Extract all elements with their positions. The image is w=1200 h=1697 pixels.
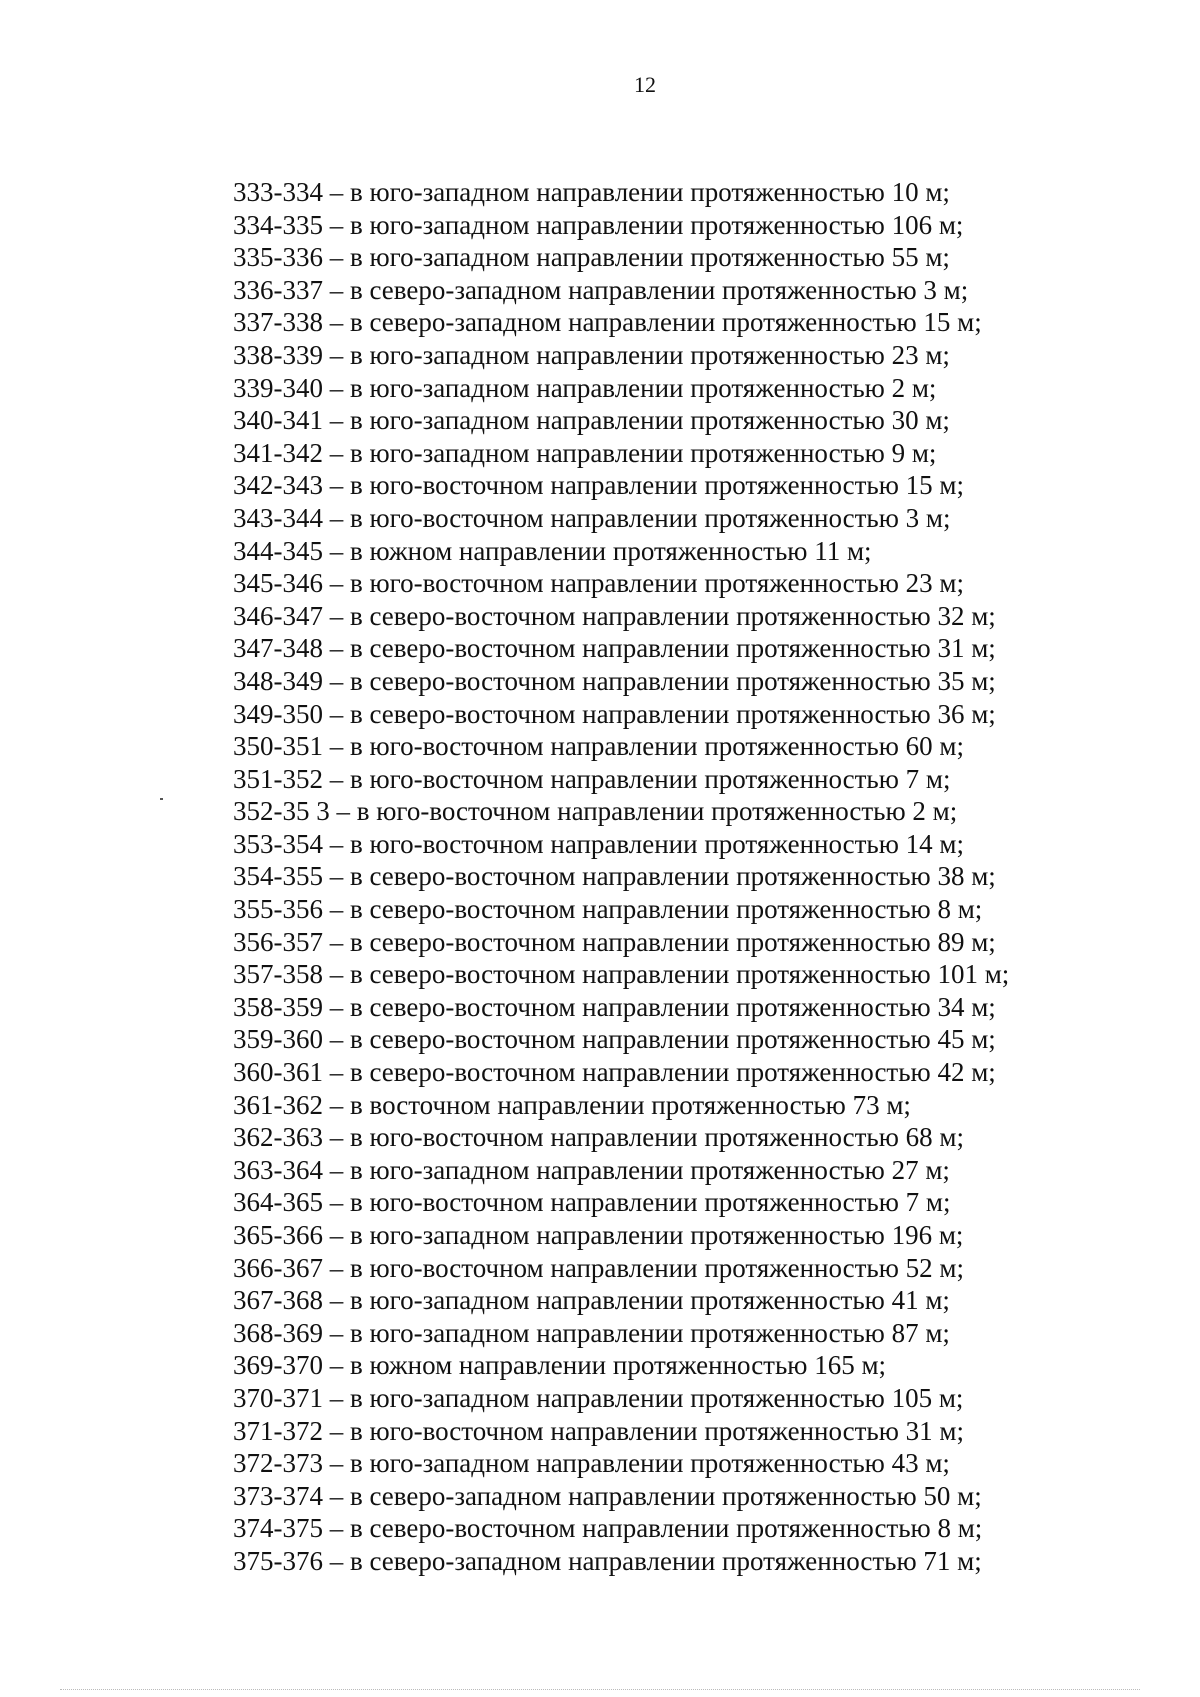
segment-code: 340-341 [233,405,323,436]
segment-code: 367-368 [233,1285,323,1316]
segment-dash: – [323,242,350,273]
segment-description: в юго-западном направлении протяженностью 23 м; [350,339,950,370]
segment-line [233,1089,1009,1122]
segment-description: в северо-восточном направлении протяженностью 35 м; [350,665,996,696]
segment-dash: – [323,339,350,370]
segment-code: 339-340 [233,372,323,403]
segment-line [233,502,1009,535]
segment-dash: – [323,600,350,631]
segment-line [233,795,1009,828]
segment-description: в северо-восточном направлении протяженностью 42 м; [350,1057,996,1088]
segment-code: 333-334 [233,177,323,207]
segment-dash: – [323,437,350,468]
segment-dash: – [323,861,350,892]
segment-description: в северо-западном направлении протяженностью 3 м; [350,274,969,305]
segment-line [233,469,1009,502]
segment-code: 365-366 [233,1220,323,1250]
segment-dash: – [323,926,350,957]
segment-code: 342-343 [233,470,323,501]
segment-dash: – [323,1122,350,1153]
segment-dash: – [323,1187,350,1218]
segment-description: в юго-восточном направлении протяженностью 31 м; [350,1415,964,1446]
segment-line [233,1186,1009,1219]
segment-code: 364-365 [233,1187,323,1218]
segment-code: 362-363 [233,1122,323,1153]
segment-description: в юго-западном направлении протяженностью 27 м; [350,1154,950,1185]
segment-description: в северо-восточном направлении протяженностью 31 м; [350,633,996,664]
segment-line [233,209,1009,242]
segment-description: в юго-восточном направлении протяженностью 68 м; [350,1122,964,1153]
segment-dash: – [323,894,350,925]
segment-line [233,1056,1009,1089]
segment-dash: – [323,1415,350,1446]
segment-code: 353-354 [233,828,323,859]
segment-dash: – [323,502,350,533]
segment-description: в юго-западном направлении протяженностью 87 м; [350,1317,950,1348]
segment-code: 370-371 [233,1382,323,1413]
segment-line [233,665,1009,698]
segment-dash: – [323,1285,350,1316]
segment-code: 356-357 [233,926,323,957]
segment-dash: – [323,1480,350,1511]
segment-line [233,828,1009,861]
segment-description: в юго-восточном направлении протяженностью 60 м; [350,731,964,762]
segment-description: в юго-восточном направлении протяженностью 52 м; [350,1252,964,1283]
segment-description: в юго-восточном направлении протяженностью 7 м; [350,1187,951,1218]
segment-code: 359-360 [233,1024,323,1055]
segment-description: в северо-восточном направлении протяженностью 101 м; [350,959,1010,990]
segment-description: в северо-восточном направлении протяженностью 34 м; [350,991,996,1022]
segment-dash: – [323,1220,350,1250]
segment-line [233,241,1009,274]
segment-line [233,1023,1009,1056]
segment-code: 357-358 [233,959,323,990]
segment-dash: – [323,470,350,501]
segment-code: 366-367 [233,1252,323,1283]
segment-dash: – [323,1382,350,1413]
segment-code: 349-350 [233,698,323,729]
segment-description: в юго-западном направлении протяженностью 2 м; [350,372,937,403]
segment-code: 344-345 [233,535,323,566]
segment-description: в юго-западном направлении протяженностью 41 м; [350,1285,950,1316]
segment-line [233,1349,1009,1382]
segment-code: 347-348 [233,633,323,664]
segment-description: в юго-восточном направлении протяженностью 15 м; [350,470,964,501]
segment-dash: – [323,209,350,240]
segment-code: 363-364 [233,1154,323,1185]
segment-code: 372-373 [233,1448,323,1479]
segment-description: в юго-восточном направлении протяженностью 3 м; [350,502,951,533]
segment-code: 336-337 [233,274,323,305]
segment-dash: – [323,1545,350,1576]
segment-line [233,1154,1009,1187]
segment-line [233,1480,1009,1513]
segment-description: в юго-западном направлении протяженностью 9 м; [350,437,937,468]
segment-dash: – [323,372,350,403]
segment-code: 354-355 [233,861,323,892]
segment-dash: – [329,796,357,827]
segment-line [233,893,1009,926]
segment-dash: – [323,633,350,664]
segment-description: в северо-западном направлении протяженностью 15 м; [350,307,982,338]
segment-line [233,1545,1009,1578]
segment-code: 361-362 [233,1089,323,1120]
segment-code: 338-339 [233,339,323,370]
segment-code: 374-375 [233,1513,323,1544]
segment-description: в северо-восточном направлении протяженностью 8 м; [350,894,983,925]
segment-dash: – [323,698,350,729]
segment-description: в северо-восточном направлении протяженностью 8 м; [350,1513,983,1544]
segment-code: 345-346 [233,568,323,599]
segment-code: 358-359 [233,991,323,1022]
segment-code: 337-338 [233,307,323,338]
segment-code: 341-342 [233,437,323,468]
segment-code: 334-335 [233,209,323,240]
segment-line [233,1382,1009,1415]
segment-description: в юго-восточном направлении протяженностью 2 м; [356,796,958,827]
scan-edge-line [60,1689,1140,1690]
segment-description: в северо-восточном направлении протяженностью 45 м; [350,1024,996,1055]
segment-code: 375-376 [233,1545,323,1576]
segment-description: в юго-восточном направлении протяженностью 14 м; [350,828,964,859]
segment-description: в северо-восточном направлении протяженностью 32 м; [350,600,996,631]
segment-description: в юго-западном направлении протяженностью 30 м; [350,405,950,436]
segment-dash: – [323,828,350,859]
segment-code: 343-344 [233,502,323,533]
segment-dash: – [323,1513,350,1544]
segment-description: в юго-западном направлении протяженностью 55 м; [350,242,950,273]
segment-dash: – [323,1154,350,1185]
segment-description: в юго-западном направлении протяженностью 106 м; [350,209,964,240]
segment-line [233,632,1009,665]
segment-dash: – [323,307,350,338]
segment-line [233,1447,1009,1480]
segment-line [233,274,1009,307]
segment-dash: – [323,568,350,599]
segment-description: в северо-западном направлении протяженностью 71 м; [350,1545,982,1576]
segment-dash: – [323,1089,350,1120]
segment-line [233,1252,1009,1285]
segment-dash: – [323,274,350,305]
segment-code: 346-347 [233,600,323,631]
boundary-segment-list [233,176,1009,1578]
segment-code: 369-370 [233,1350,323,1381]
segment-dash: – [323,991,350,1022]
segment-description: в юго-восточном направлении протяженностью 23 м; [350,568,964,599]
segment-line [233,1219,1009,1252]
segment-description: в северо-западном направлении протяженностью 50 м; [350,1480,982,1511]
segment-dash: – [323,731,350,762]
segment-description: в юго-западном направлении протяженностью 196 м; [350,1220,964,1250]
segment-line [233,1317,1009,1350]
segment-description: в северо-восточном направлении протяженностью 89 м; [350,926,996,957]
segment-line [233,437,1009,470]
segment-line [233,339,1009,372]
segment-line [233,1284,1009,1317]
segment-line [233,306,1009,339]
segment-description: в северо-восточном направлении протяженностью 38 м; [350,861,996,892]
scan-speck [160,798,163,800]
segment-description: в юго-западном направлении протяженностью 10 м; [350,177,950,207]
segment-line [233,730,1009,763]
segment-code: 335-336 [233,242,323,273]
segment-line [233,860,1009,893]
segment-code: 355-356 [233,894,323,925]
segment-line [233,926,1009,959]
segment-code: 368-369 [233,1317,323,1348]
segment-dash: – [323,1252,350,1283]
segment-description: в южном направлении протяженностью 11 м; [350,535,872,566]
segment-line [233,404,1009,437]
segment-line [233,1512,1009,1545]
segment-dash: – [323,177,350,207]
segment-line [233,1415,1009,1448]
segment-line [233,763,1009,796]
segment-line [233,535,1009,568]
segment-dash: – [323,1024,350,1055]
segment-line [233,1121,1009,1154]
segment-code: 360-361 [233,1057,323,1088]
segment-line [233,958,1009,991]
segment-description: в юго-западном направлении протяженностью 43 м; [350,1448,950,1479]
segment-dash: – [323,1317,350,1348]
segment-dash: – [323,405,350,436]
segment-dash: – [323,1350,350,1381]
segment-dash: – [323,1057,350,1088]
segment-code: 351-352 [233,763,323,794]
segment-line [233,991,1009,1024]
segment-code: 348-349 [233,665,323,696]
segment-description: в южном направлении протяженностью 165 м; [350,1350,887,1381]
segment-dash: – [323,535,350,566]
segment-code: 350-351 [233,731,323,762]
segment-line [233,698,1009,731]
segment-code: 371-372 [233,1415,323,1446]
segment-dash: – [323,763,350,794]
segment-code: 373-374 [233,1480,323,1511]
segment-description: в восточном направлении протяженностью 73 м; [350,1089,911,1120]
segment-code: 352-35 3 [233,796,330,827]
page-number: 12 [634,72,656,97]
segment-dash: – [323,1448,350,1479]
segment-dash: – [323,665,350,696]
segment-line [233,567,1009,600]
segment-line [233,600,1009,633]
segment-description: в северо-восточном направлении протяженностью 36 м; [350,698,996,729]
segment-description: в юго-восточном направлении протяженностью 7 м; [350,763,951,794]
segment-line [233,176,1009,209]
segment-line [233,372,1009,405]
segment-dash: – [323,959,350,990]
segment-description: в юго-западном направлении протяженностью 105 м; [350,1382,964,1413]
